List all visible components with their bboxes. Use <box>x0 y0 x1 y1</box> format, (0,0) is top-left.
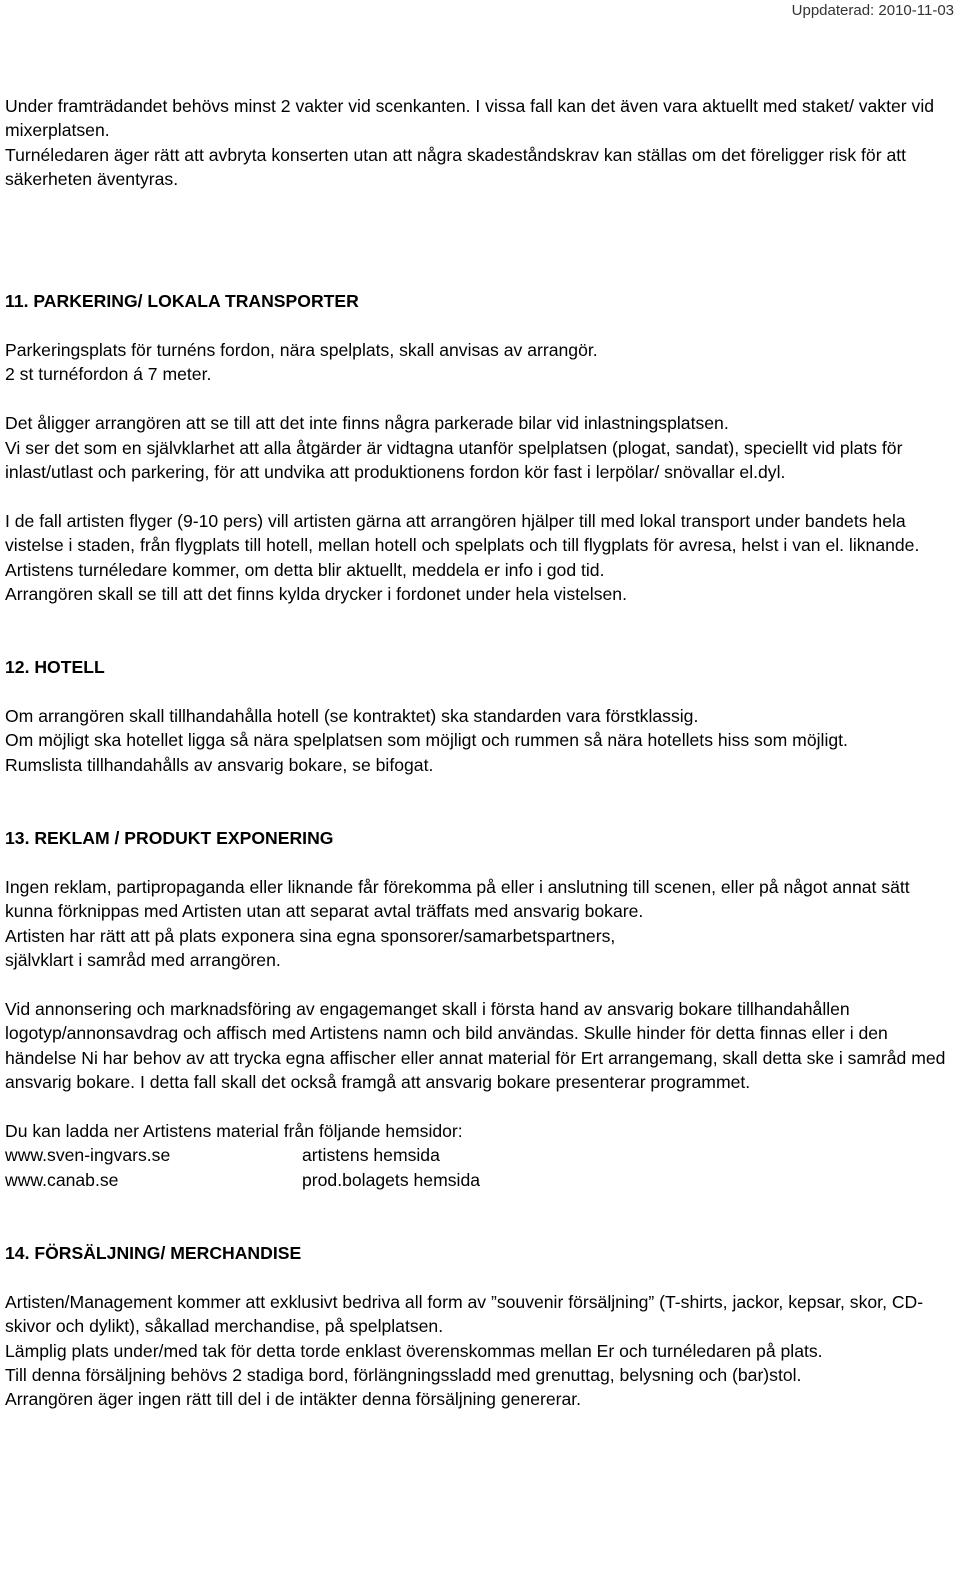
website-row <box>5 1168 955 1192</box>
s11-paragraph-4: Vi ser det som en självklarhet att alla åtgärder är vidtagna utanför spelplatsen (plogat, sandat), speciellt vid plats för inlast/utlast och parkering, för att undvika att produktionens fordon kör fast i lerpölar/ snövallar el.dyl. <box>5 437 903 483</box>
section-13-heading: 13. REKLAM / PRODUKT EXPONERING <box>5 828 334 849</box>
s13-paragraph-4: Vid annonsering och marknadsföring av engagemanget skall i första hand av ansvarig bokare tillhandahållen logotyp/annonsavdrag och affisch med Artistens namn och bild användas. Skulle hinder för detta finnas eller i den händelse Ni har behov av att trycka egna affischer eller annat material för Ert arrangemang, skall detta ske i samråd med ansvarig bokare. I detta fall skall det också framgå att ansvarig bokare presenterar programmet. <box>5 998 946 1093</box>
website-description: prod.bolagets hemsida <box>302 1169 481 1190</box>
s14-paragraph-1: Artisten/Management kommer att exklusivt bedriva all form av ”souvenir försäljning” (T-shirts, jackor, kepsar, skor, CD-skivor och dylikt), såkallad merchandise, på spelplatsen. <box>5 1291 924 1337</box>
s13-paragraph-1: Ingen reklam, partipropaganda eller liknande får förekomma på eller i anslutning till scenen, eller på något annat sätt kunna förknippas med Artisten utan att separat avtal träffats med ansvarig bokare. <box>5 876 910 922</box>
section-11-heading: 11. PARKERING/ LOKALA TRANSPORTER <box>5 291 359 312</box>
s13-paragraph-3: självklart i samråd med arrangören. <box>5 950 281 971</box>
s11-paragraph-3: Det åligger arrangören att se till att det inte finns några parkerade bilar vid inlastningsplatsen. <box>5 413 729 434</box>
intro-paragraph-2: Turnéledaren äger rätt att avbryta konserten utan att några skadeståndskrav kan ställas om det föreligger risk för att säkerheten äventyras. <box>5 144 907 190</box>
s12-paragraph-1: Om arrangören skall tillhandahålla hotell (se kontraktet) ska standarden vara förstklassig. <box>5 706 699 727</box>
s13-paragraph-5: Du kan ladda ner Artistens material från följande hemsidor: <box>5 1120 463 1141</box>
s12-paragraph-2: Om möjligt ska hotellet ligga så nära spelplatsen som möjligt och rummen så nära hotellets hiss som möjligt. <box>5 730 848 751</box>
section-12-heading: 12. HOTELL <box>5 657 105 678</box>
website-row <box>5 1143 955 1167</box>
website-url: www.canab.se <box>5 1169 119 1190</box>
s12-paragraph-3: Rumslista tillhandahålls av ansvarig bokare, se bifogat. <box>5 754 434 775</box>
section-14-heading: 14. FÖRSÄLJNING/ MERCHANDISE <box>5 1242 302 1263</box>
website-url: www.sven-ingvars.se <box>5 1145 171 1166</box>
s14-paragraph-3: Till denna försäljning behövs 2 stadiga bord, förlängningssladd med grenuttag, belysning och (bar)stol. <box>5 1364 802 1385</box>
intro-paragraph-1: Under framträdandet behövs minst 2 vakter vid scenkanten. I vissa fall kan det även vara aktuellt med staket/ vakter vid mixerplatsen. <box>5 96 935 141</box>
s13-paragraph-2: Artisten har rätt att på plats exponera sina egna sponsorer/samarbetspartners, <box>5 925 616 946</box>
s11-paragraph-1: Parkeringsplats för turnéns fordon, nära spelplats, skall anvisas av arrangör. <box>5 340 598 361</box>
s14-paragraph-4: Arrangören äger ingen rätt till del i de intäkter denna försäljning genererar. <box>5 1389 582 1410</box>
s11-paragraph-5: I de fall artisten flyger (9-10 pers) vill artisten gärna att arrangören hjälper till med lokal transport under bandets hela vistelse i staden, från flygplats till hotell, mellan hotell och spelplats och till flygplats för avresa, helst i van el. liknande. <box>5 510 920 556</box>
website-list <box>5 1143 955 1192</box>
website-description: artistens hemsida <box>302 1145 440 1166</box>
s11-paragraph-2: 2 st turnéfordon á 7 meter. <box>5 364 212 385</box>
updated-date: Uppdaterad: 2010-11-03 <box>791 2 954 19</box>
s11-paragraph-7: Arrangören skall se till att det finns kylda drycker i fordonet under hela vistelsen. <box>5 584 627 605</box>
s14-paragraph-2: Lämplig plats under/med tak för detta torde enklast överenskommas mellan Er och turnéledaren på plats. <box>5 1340 823 1361</box>
s11-paragraph-6: Artistens turnéledare kommer, om detta blir aktuellt, meddela er info i god tid. <box>5 559 605 580</box>
document-body <box>5 94 955 1412</box>
